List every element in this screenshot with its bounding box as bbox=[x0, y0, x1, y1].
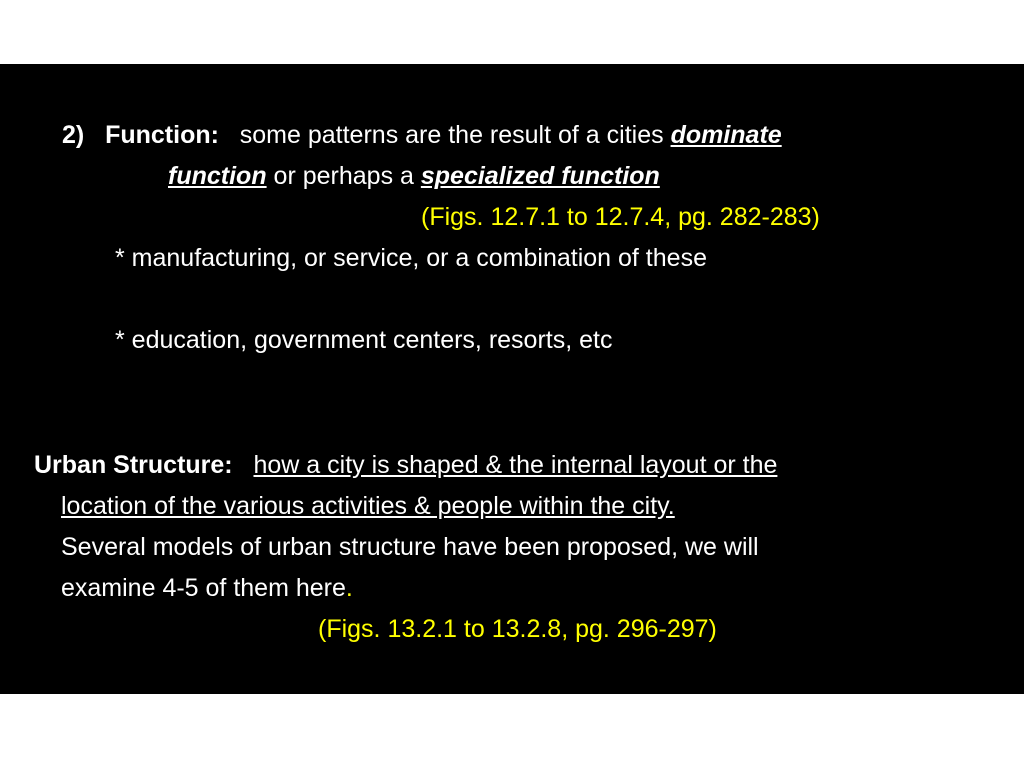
urban-line-1 bbox=[34, 445, 777, 486]
urban-text-2-body: examine 4-5 of them here bbox=[61, 574, 346, 602]
term-dominate: dominate bbox=[670, 121, 782, 149]
function-middle: or perhaps a bbox=[273, 162, 414, 190]
urban-definition-2: location of the various activities & people within the city. bbox=[61, 492, 675, 520]
term-function: function bbox=[168, 162, 267, 190]
bullet-education: * education, government centers, resorts, etc bbox=[115, 326, 613, 354]
urban-structure-heading: Urban Structure: bbox=[34, 451, 233, 479]
urban-text-2 bbox=[61, 568, 353, 609]
section-number: 2) bbox=[62, 121, 85, 149]
function-heading: Function: bbox=[105, 121, 219, 149]
urban-definition-1: how a city is shaped & the internal layout or the bbox=[253, 451, 778, 479]
function-line-1 bbox=[62, 115, 782, 156]
urban-text-period: . bbox=[345, 574, 353, 602]
function-figure-reference: (Figs. 12.7.1 to 12.7.4, pg. 282-283) bbox=[421, 203, 820, 231]
function-intro: some patterns are the result of a cities bbox=[239, 121, 664, 149]
term-specialized-function: specialized function bbox=[420, 162, 660, 190]
function-line-2 bbox=[168, 156, 660, 197]
urban-figure-reference: (Figs. 13.2.1 to 13.2.8, pg. 296-297) bbox=[318, 615, 717, 643]
urban-text-1: Several models of urban structure have been proposed, we will bbox=[61, 533, 759, 561]
bullet-manufacturing: * manufacturing, or service, or a combination of these bbox=[115, 244, 707, 272]
slide bbox=[0, 64, 1024, 694]
